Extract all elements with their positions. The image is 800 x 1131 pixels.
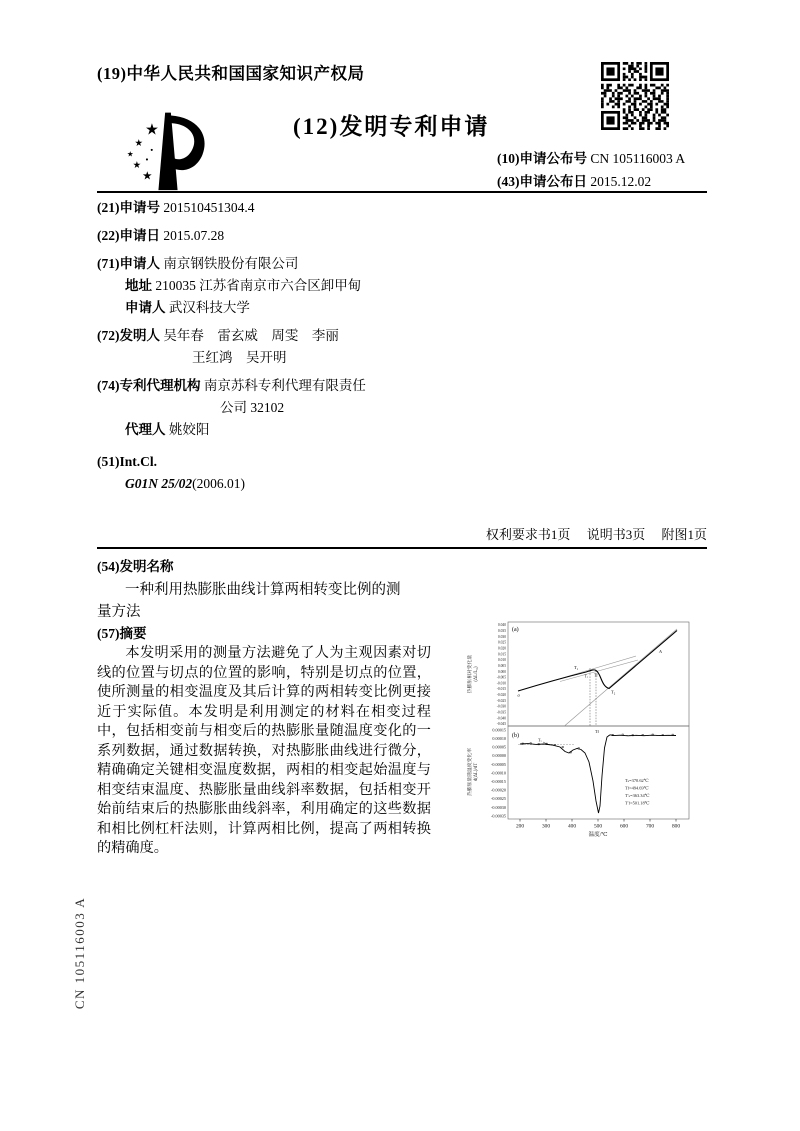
svg-text:-0.00015: -0.00015: [490, 779, 506, 784]
svg-text:0.020: 0.020: [497, 646, 506, 651]
agency-name: 南京苏科专利代理有限责任: [203, 378, 366, 393]
body-divider: [97, 547, 707, 549]
inventors-label: (72)发明人: [97, 328, 160, 343]
label-alpha-phase: a: [517, 692, 520, 698]
svg-text:-0.005: -0.005: [496, 675, 506, 680]
label-t2: T₂: [611, 689, 616, 695]
app-number-value: 201510451304.4: [163, 200, 255, 215]
svg-text:-0.00020: -0.00020: [490, 787, 506, 793]
label-t1: T₁: [574, 665, 579, 670]
agent-name: 姚姣阳: [168, 422, 210, 437]
svg-text:-0.010: -0.010: [496, 681, 506, 686]
abstract-figure: [462, 616, 696, 850]
applicant-row: [97, 253, 497, 275]
pub-number-label: (10)申请公布号: [497, 151, 587, 166]
applicant-label: (71)申请人: [97, 256, 160, 271]
applicant2-label: 申请人: [125, 300, 166, 315]
description-pages: 说明书3页: [586, 527, 646, 542]
panel-a-tag: (a): [512, 627, 519, 633]
svg-text:0.010: 0.010: [497, 658, 506, 663]
svg-text:-0.00005: -0.00005: [490, 761, 506, 767]
address-value: 210035 江苏省南京市六合区卸甲甸: [155, 278, 362, 293]
svg-text:0.00005: 0.00005: [492, 744, 506, 750]
svg-text:0.00015: 0.00015: [492, 727, 506, 733]
svg-text:200: 200: [515, 823, 525, 830]
svg-text:0.00010: 0.00010: [492, 736, 506, 741]
agency-label: (74)专利代理机构: [97, 378, 201, 393]
ipc-version: (2006.01): [192, 476, 245, 491]
svg-text:800: 800: [671, 823, 681, 830]
svg-text:700: 700: [645, 823, 655, 830]
svg-text:0.000: 0.000: [497, 669, 506, 674]
qr-code: [600, 62, 670, 130]
panel-a-yticks: [497, 623, 506, 726]
svg-text:-0.035: -0.035: [496, 710, 506, 715]
cnipa-logo-icon: [120, 104, 216, 192]
panel-a-ylabel: [466, 655, 479, 694]
bibliographic-data: [97, 197, 497, 495]
invention-title-line2: 量方法: [97, 604, 141, 620]
pub-date-line: [497, 170, 651, 190]
doc-type-title: (12)发明专利申请: [293, 114, 490, 139]
derivative-curve: [520, 735, 676, 813]
agency-row2: [97, 397, 497, 419]
dilatometry-curve: [518, 631, 677, 692]
panel-b-frame: [508, 726, 689, 819]
section57-label: (57)摘要: [97, 626, 147, 641]
svg-text:-0.00025: -0.00025: [490, 796, 506, 802]
applicant-value: 南京钢铁股份有限公司: [163, 256, 299, 271]
agent-label: 代理人: [125, 422, 166, 437]
ipc-header-row: [97, 451, 497, 473]
pub-date-label: (43)申请公布日: [497, 174, 587, 189]
ipc-row: [97, 473, 497, 495]
applicant2-value: 武汉科技大学: [168, 300, 250, 315]
figures-pages: 附图1页: [661, 527, 707, 542]
svg-text:热膨胀相对变化量: 热膨胀相对变化量: [468, 654, 473, 694]
svg-text:0.00000: 0.00000: [492, 753, 506, 759]
label-tf-a: Tf: [594, 673, 598, 678]
svg-text:0.035: 0.035: [497, 629, 506, 633]
label-ts-b: Tₛ: [538, 737, 542, 743]
svg-text:Tf=494.69℃: Tf=494.69℃: [625, 785, 649, 791]
svg-text:400: 400: [567, 823, 577, 830]
app-number-label: (21)申请号: [97, 200, 160, 215]
svg-text:0.015: 0.015: [497, 652, 506, 657]
svg-text:-0.020: -0.020: [496, 693, 506, 697]
pub-number-value: CN 105116003 A: [590, 151, 686, 166]
inventors-line1: 吴年春 雷玄威 周雯 李丽: [163, 328, 339, 343]
svg-text:0.040: 0.040: [497, 623, 506, 628]
svg-text:-0.015: -0.015: [496, 687, 506, 692]
panel-b-content: [512, 729, 677, 813]
agency-code: 公司 32102: [220, 400, 285, 415]
svg-text:0.030: 0.030: [497, 634, 506, 639]
logo-star: ★: [134, 138, 144, 150]
svg-text:Tₛ=370.62℃: Tₛ=370.62℃: [625, 778, 649, 783]
svg-text:T′f=501.18℃: T′f=501.18℃: [625, 800, 650, 806]
svg-text:600: 600: [619, 823, 629, 830]
svg-text:(ΔL/L₀): (ΔL/L₀): [474, 666, 479, 682]
svg-text:0.025: 0.025: [497, 640, 506, 645]
svg-text:-0.045: -0.045: [496, 722, 506, 727]
svg-text:0.005: 0.005: [497, 663, 506, 668]
svg-text:-0.00035: -0.00035: [490, 813, 506, 819]
margin-publication-number: CN 105116003 A: [72, 896, 87, 1010]
agency-row: [97, 375, 497, 397]
panel-b-yticks: [491, 727, 506, 818]
applicant2-row: [97, 297, 497, 319]
logo-star: ★: [132, 160, 142, 172]
svg-text:-0.00010: -0.00010: [490, 770, 506, 776]
svg-text:-0.00030: -0.00030: [490, 804, 506, 810]
data-markers: [522, 734, 673, 753]
tangent-line-austenite: [565, 629, 677, 726]
logo-star: ★: [126, 149, 134, 159]
panel-b-ylabel: [466, 748, 479, 796]
tangent-line-alpha2: [560, 660, 638, 682]
svg-text:T′ₛ=363.34℃: T′ₛ=363.34℃: [625, 793, 650, 798]
temperature-annotations: [625, 778, 650, 806]
inventors-line2: 王红鸿 吴开明: [192, 350, 287, 365]
svg-text:-0.030: -0.030: [496, 704, 506, 709]
ipc-code: G01N 25/02: [125, 476, 193, 491]
svg-text:热膨胀量随温度变化率: 热膨胀量随温度变化率: [468, 748, 473, 796]
ipc-label: (51)Int.Cl.: [97, 454, 157, 469]
logo-star: ★: [142, 170, 153, 183]
svg-text:-0.040: -0.040: [496, 716, 506, 721]
svg-text:300: 300: [541, 823, 551, 830]
panel-b-tag: (b): [512, 733, 519, 739]
address-label: 地址: [125, 278, 152, 293]
label-ts-a: Tₛ: [584, 674, 589, 679]
svg-text:-0.025: -0.025: [496, 698, 506, 703]
inventors-row: [97, 325, 497, 347]
application-date-row: [97, 225, 497, 247]
inventors-row2: [97, 347, 497, 369]
svg-text:500: 500: [593, 823, 603, 830]
panel-a-content: [512, 626, 677, 726]
app-date-label: (22)申请日: [97, 228, 160, 243]
label-tf-b: Tf: [595, 729, 599, 734]
agent-row: [97, 419, 497, 441]
logo-star: ★: [145, 121, 159, 139]
pub-date-value: 2015.12.02: [590, 174, 652, 189]
applicant-address-row: [97, 275, 497, 297]
x-tick-labels: [516, 824, 680, 830]
section54-label: (54)发明名称: [97, 559, 174, 574]
x-axis: [516, 819, 680, 838]
pub-number-line: [497, 147, 685, 167]
claims-pages: 权利要求书1页: [485, 527, 571, 542]
header-divider: [97, 191, 707, 193]
abstract-text: 本发明采用的测量方法避免了人为主观因素对切线的位置与切点的位置的影响，特别是切点的位置，使所测量的相变温度及其后计算的两相转变比例更接近于实际值。本发明是利用测定的材料在相变过程中，包括相变前与相变后的热膨胀量随温度变化的一系列数据，通过数据转换，对热膨胀曲线进行微分，精确确定关键相变温度数据，两相的相变起始温度与相变结束温度、热膨胀量曲线斜率数据，包括相变开始前结束后的热膨胀曲线斜率，利用确定的这些数据和相比例杠杆法则，计算两相比例，提高了两相转换的精确度。: [97, 645, 431, 856]
invention-title-line1: 一种利用热膨胀曲线计算两相转变比例的测: [125, 582, 401, 598]
application-number-row: [97, 197, 497, 219]
app-date-value: 2015.07.28: [163, 228, 225, 243]
patent-office-line: (19)中华人民共和国国家知识产权局: [97, 64, 365, 83]
x-axis-label: 温度/℃: [588, 832, 608, 838]
svg-text:d(ΔL)/dT: d(ΔL)/dT: [474, 762, 479, 782]
pages-count-row: [400, 524, 707, 543]
label-austenite-phase: A: [659, 649, 662, 654]
